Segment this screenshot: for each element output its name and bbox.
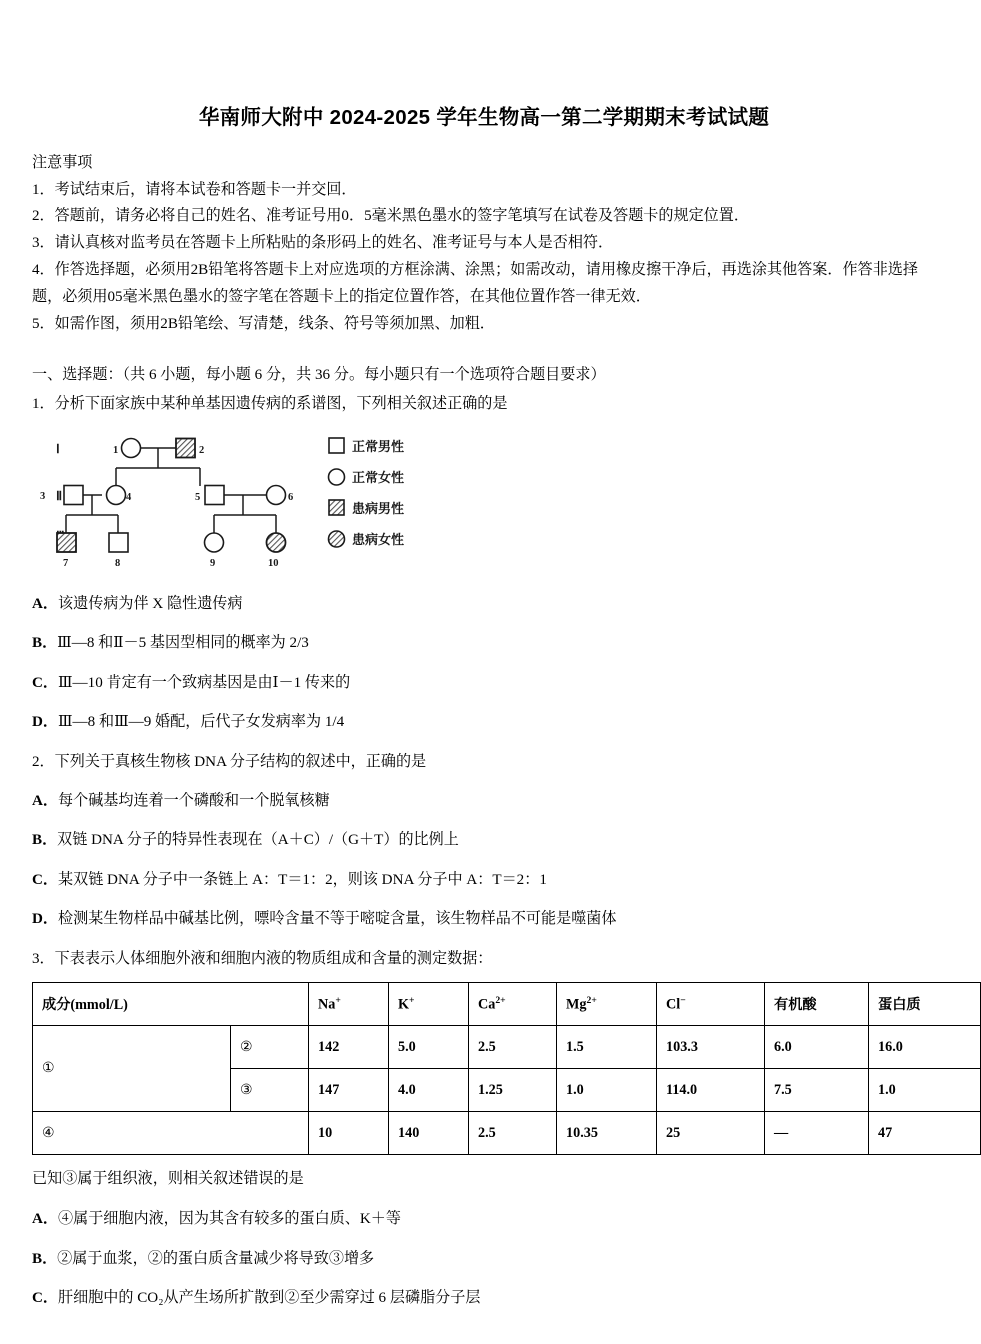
table-header-ca bbox=[469, 983, 557, 1026]
pedigree-figure bbox=[40, 430, 454, 578]
option-letter: C． bbox=[32, 871, 58, 888]
question-2-number: 2． bbox=[32, 753, 55, 770]
ca-symbol: Ca bbox=[478, 996, 496, 1013]
table-header-row bbox=[33, 983, 981, 1026]
option-letter: A． bbox=[32, 1211, 58, 1228]
pedigree-individual-10 bbox=[267, 533, 286, 552]
question-3-number: 3． bbox=[32, 950, 55, 967]
svg-text:7: 7 bbox=[63, 558, 69, 569]
pedigree-individual-9 bbox=[205, 533, 224, 552]
cell-ca: 1.25 bbox=[469, 1069, 557, 1112]
legend-label-normal-male: 正常男性 bbox=[352, 439, 405, 454]
option-text: ②属于血浆，②的蛋白质含量减少将导致③增多 bbox=[57, 1250, 375, 1267]
question-3-option-b bbox=[32, 1246, 918, 1272]
cell-protein: 47 bbox=[869, 1112, 981, 1155]
pedigree-individual-5 bbox=[205, 486, 224, 505]
cell-cl: 114.0 bbox=[657, 1069, 765, 1112]
svg-text:1: 1 bbox=[113, 445, 119, 456]
option-letter: C． bbox=[32, 674, 58, 691]
option-text: 检测某生物样品中碱基比例，嘌呤含量不等于嘧啶含量，该生物样品不可能是噬菌体 bbox=[58, 911, 617, 928]
table-group-label-1: ① bbox=[33, 1026, 231, 1112]
ca-charge: 2+ bbox=[495, 994, 506, 1006]
question-2-option-a bbox=[32, 788, 918, 814]
cell-mg: 1.5 bbox=[557, 1026, 657, 1069]
table-row bbox=[33, 1026, 981, 1069]
question-3-option-a bbox=[32, 1206, 918, 1232]
k-charge: + bbox=[409, 994, 415, 1006]
question-1-number: 1． bbox=[32, 395, 55, 412]
legend-label-affected-male: 患病男性 bbox=[352, 501, 405, 516]
notice-item-1: 1．考试结束后，请将本试卷和答题卡一并交回． bbox=[32, 181, 357, 198]
question-1-option-c bbox=[32, 670, 918, 696]
cell-protein: 1.0 bbox=[869, 1069, 981, 1112]
cell-na: 147 bbox=[309, 1069, 389, 1112]
k-symbol: K bbox=[398, 996, 410, 1013]
legend-square-open-icon bbox=[329, 438, 344, 453]
cell-cl: 103.3 bbox=[657, 1026, 765, 1069]
legend-square-hatched-icon bbox=[329, 500, 344, 515]
table-header-k bbox=[389, 983, 469, 1026]
notice-item-5: 5．如需作图，须用2B铅笔绘、写清楚，线条、符号等须加黑、加粗． bbox=[32, 315, 495, 332]
legend-label-normal-female: 正常女性 bbox=[352, 470, 405, 485]
table-header-organic-acid: 有机酸 bbox=[765, 983, 869, 1026]
table-header-cl bbox=[657, 983, 765, 1026]
svg-text:6: 6 bbox=[288, 492, 294, 503]
cell-k: 140 bbox=[389, 1112, 469, 1155]
table-row-label-3: ③ bbox=[231, 1069, 309, 1112]
table-row bbox=[33, 1112, 981, 1155]
cell-mg: 10.35 bbox=[557, 1112, 657, 1155]
notice-heading: 注意事项 bbox=[32, 154, 93, 171]
na-charge: + bbox=[335, 994, 341, 1006]
legend-circle-open-icon bbox=[329, 469, 345, 485]
pedigree-legend bbox=[329, 438, 405, 547]
question-3-sub-stem: 已知③属于组织液，则相关叙述错误的是 bbox=[32, 1171, 304, 1188]
question-2-option-d bbox=[32, 906, 918, 932]
question-2-stem bbox=[32, 749, 918, 775]
table-header-na bbox=[309, 983, 389, 1026]
question-3-stem bbox=[32, 946, 918, 972]
option-text: 每个碱基均连着一个磷酸和一个脱氧核糖 bbox=[58, 793, 330, 810]
question-1-option-b bbox=[32, 630, 918, 656]
table-header-component: 成分(mmol/L) bbox=[33, 983, 309, 1026]
cell-ca: 2.5 bbox=[469, 1026, 557, 1069]
pedigree-gen-label-2: Ⅱ bbox=[56, 489, 63, 503]
pedigree-individual-2 bbox=[176, 439, 195, 458]
option-text: 某双链 DNA 分子中一条链上 A：T＝1：2，则该 DNA 分子中 A：T＝2：1 bbox=[58, 871, 547, 888]
svg-text:4: 4 bbox=[126, 492, 132, 503]
svg-text:8: 8 bbox=[115, 558, 121, 569]
pedigree-individual-7 bbox=[57, 533, 76, 552]
cell-protein: 16.0 bbox=[869, 1026, 981, 1069]
legend-label-affected-female: 患病女性 bbox=[352, 532, 405, 547]
option-text: ④属于细胞内液，因为其含有较多的蛋白质、K＋等 bbox=[58, 1211, 401, 1228]
notice-item-2: 2．答题前，请务必将自己的姓名、准考证号用0．5毫米黑色墨水的签字笔填写在试卷及答题卡的规定位置． bbox=[32, 208, 749, 225]
option-letter: C． bbox=[32, 1290, 58, 1307]
option-text: Ⅲ—10 肯定有一个致病基因是由Ⅰ－1 传来的 bbox=[58, 674, 351, 691]
option-text: 双链 DNA 分子的特异性表现在（A＋C）/（G＋T）的比例上 bbox=[57, 832, 459, 849]
option-text: 该遗传病为伴 X 隐性遗传病 bbox=[58, 596, 243, 612]
table-header-mg bbox=[557, 983, 657, 1026]
option-text: 肝细胞中的 CO₂从产生场所扩散到②至少需穿过 6 层磷脂分子层 bbox=[58, 1290, 481, 1307]
question-1-option-a bbox=[32, 591, 918, 617]
pedigree-individual-6 bbox=[267, 486, 286, 505]
table-row-label-2: ② bbox=[231, 1026, 309, 1069]
pedigree-individual-3 bbox=[64, 486, 83, 505]
mg-symbol: Mg bbox=[566, 996, 587, 1013]
option-letter: D． bbox=[32, 714, 58, 731]
cell-na: 142 bbox=[309, 1026, 389, 1069]
table-header-protein: 蛋白质 bbox=[869, 983, 981, 1026]
svg-text:2: 2 bbox=[199, 445, 205, 456]
cell-organic-acid: — bbox=[765, 1112, 869, 1155]
pedigree-individual-4 bbox=[107, 486, 126, 505]
cl-symbol: Cl bbox=[666, 996, 681, 1013]
cell-mg: 1.0 bbox=[557, 1069, 657, 1112]
question-2-option-b bbox=[32, 827, 918, 853]
question-1-stem bbox=[32, 391, 918, 418]
notice-item-4: 4．作答选择题，必须用2B铅笔将答题卡上对应选项的方框涂满、涂黑；如需改动，请用橡皮擦干净后，再选涂其他答案．作答非选择题，必须用05毫米黑色墨水的签字笔在答题卡上的指定位置作答，在其他位置作答一律无效． bbox=[32, 262, 918, 305]
notice-section bbox=[32, 150, 918, 338]
cell-ca: 2.5 bbox=[469, 1112, 557, 1155]
question-3-option-c bbox=[32, 1285, 918, 1311]
cell-k: 5.0 bbox=[389, 1026, 469, 1069]
svg-text:10: 10 bbox=[268, 558, 279, 569]
cell-organic-acid: 7.5 bbox=[765, 1069, 869, 1112]
question-1-option-d bbox=[32, 709, 918, 735]
na-symbol: Na bbox=[318, 996, 336, 1013]
page-title: 华南师大附中 2024-2025 学年生物高一第二学期期末考试试题 bbox=[198, 106, 770, 129]
question-3-text: 下表表示人体细胞外液和细胞内液的物质组成和含量的测定数据： bbox=[54, 950, 493, 967]
svg-text:9: 9 bbox=[210, 558, 216, 569]
pedigree-svg bbox=[40, 430, 454, 578]
legend-circle-hatched-icon bbox=[329, 531, 345, 547]
section-header-choice: 一、选择题：（共 6 小题，每小题 6 分，共 36 分。每小题只有一个选项符合题目要求） bbox=[32, 366, 606, 383]
body-fluid-composition-table bbox=[32, 982, 981, 1155]
mg-charge: 2+ bbox=[586, 994, 597, 1006]
question-2-text: 下列关于真核生物核 DNA 分子结构的叙述中，正确的是 bbox=[54, 753, 427, 770]
svg-text:5: 5 bbox=[195, 492, 201, 503]
option-letter: D． bbox=[32, 911, 58, 928]
option-letter: B． bbox=[32, 832, 58, 849]
option-letter: A． bbox=[32, 793, 58, 810]
cl-charge: − bbox=[680, 994, 686, 1006]
pedigree-individual-8 bbox=[109, 533, 128, 552]
option-letter: B． bbox=[32, 1250, 58, 1267]
table-row-label-4: ④ bbox=[33, 1112, 309, 1155]
question-2-option-c bbox=[32, 867, 918, 893]
cell-k: 4.0 bbox=[389, 1069, 469, 1112]
notice-item-3: 3．请认真核对监考员在答题卡上所粘贴的条形码上的姓名、准考证号与本人是否相符． bbox=[32, 235, 614, 252]
option-letter: B． bbox=[32, 635, 58, 652]
question-1-text: 分析下面家族中某种单基因遗传病的系谱图，下列相关叙述正确的是 bbox=[54, 395, 508, 412]
option-letter: A． bbox=[32, 596, 58, 612]
option-text: Ⅲ—8 和Ⅱ－5 基因型相同的概率为 2/3 bbox=[57, 635, 309, 652]
pedigree-individual-1 bbox=[122, 439, 141, 458]
svg-text:3: 3 bbox=[40, 491, 46, 502]
cell-organic-acid: 6.0 bbox=[765, 1026, 869, 1069]
option-text: Ⅲ—8 和Ⅲ—9 婚配，后代子女发病率为 1/4 bbox=[58, 714, 345, 731]
pedigree-gen-label-1: Ⅰ bbox=[56, 442, 60, 456]
cell-cl: 25 bbox=[657, 1112, 765, 1155]
cell-na: 10 bbox=[309, 1112, 389, 1155]
